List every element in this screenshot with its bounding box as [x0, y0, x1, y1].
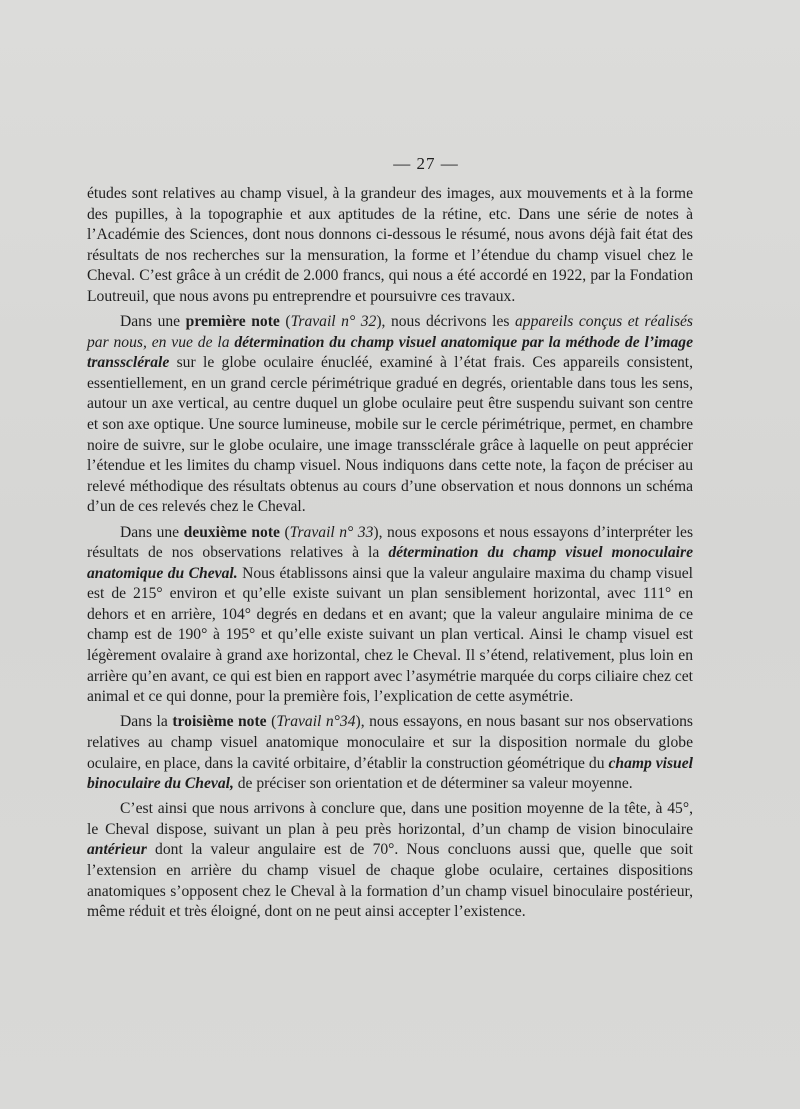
- paragraph: [87, 712, 693, 794]
- text-run: Dans une: [120, 523, 184, 541]
- text-run: sur le globe oculaire énucléé, examiné à l’état frais. Ces appareils consistent, essentiellement, en un grand cercle périmétrique gradué en degrés, orientable dans tous les sens, autour un axe vertical, au centre duquel un globe oculaire peut être suspendu suivant son centre et son axe optique. Une source lumineuse, mobile sur le cercle périmétrique, permet, en chambre noire de suivre, sur le globe oculaire, une image transsclérale grâce à laquelle on peut apprécier l’étendue et les limites du champ visuel. Nous indiquons dans cette note, la façon de préciser au relevé méthodique des résultats obtenus au cours d’une observation et nous donnons un schéma d’un de ces relevés chez le Cheval.: [87, 354, 693, 516]
- emphasis-text: troisième note: [172, 713, 267, 731]
- paragraph: [87, 312, 693, 518]
- paragraph: [87, 184, 693, 308]
- emphasis-text: Travail n° 32: [290, 313, 377, 331]
- body-text: [87, 184, 693, 927]
- text-run: de préciser son orientation et de déterminer sa valeur moyenne.: [233, 775, 633, 793]
- emphasis-text: première note: [185, 313, 280, 331]
- text-run: (: [266, 713, 277, 731]
- text-run: C’est ainsi que nous arrivons à conclure que, dans une position moyenne de la tête, à 45°, le Cheval dispose, suivant un plan à peu près horizontal, d’un champ de vision binoculaire: [87, 800, 693, 838]
- paragraph: [87, 799, 693, 923]
- text-run: (: [279, 523, 290, 541]
- emphasis-text: antérieur: [87, 841, 147, 859]
- text-run: Dans la: [120, 713, 173, 731]
- text-run: Dans une: [120, 313, 186, 331]
- emphasis-text: détermination du champ visuel anatomique par la méthode de l’image transsclérale: [87, 333, 693, 372]
- text-run: dont la valeur angulaire est de 70°. Nous concluons aussi que, quelle que soit l’extension en arrière du champ visuel de chaque globe oculaire, certaines dispositions anatomiques s’opposent chez le Cheval à la formation d’un champ visuel binoculaire postérieur, même réduit et très éloigné, dont on ne peut ainsi accepter l’existence.: [87, 841, 693, 921]
- text-run: ), nous essayons, en nous basant sur nos observations relatives au champ visuel anatomique monoculaire et sur la disposition normale du globe oculaire, en place, dans la cavité orbitaire, d’établir la construction géométrique du: [87, 713, 693, 772]
- emphasis-text: Travail n° 33: [289, 523, 374, 541]
- text-run: études sont relatives au champ visuel, à la grandeur des images, aux mouvements et à la forme des pupilles, à la topographie et aux aptitudes de la rétine, etc. Dans une série de notes à l’Académie des Sciences, dont nous donnons ci-dessous le résumé, nous avons déjà fait état des résultats de nos recherches sur la mensuration, la forme et l’étendue du champ visuel chez le Cheval. C’est grâce à un crédit de 2.000 francs, qui nous a été accordé en 1922, par la Fondation Loutreuil, que nous avons pu entreprendre et poursuivre ces travaux.: [87, 185, 693, 305]
- text-run: Nous établissons ainsi que la valeur angulaire maxima du champ visuel est de 215° environ et qu’elle existe suivant un plan sensiblement horizontal, avec 111° en dehors et en arrière, 104° degrés en dedans et en avant; que la valeur angulaire minima de ce champ est de 190° à 195° et qu’elle existe suivant un plan vertical. Ainsi le champ visuel est légèrement ovalaire à grand axe horizontal, chez le Cheval. Il s’étend, relativement, plus loin en arrière qu’en avant, ce qui est bien en rapport avec l’asymétrie marquée du corps ciliaire chez cet animal et ce qui donne, pour la première fois, l’explication de cette asymétrie.: [87, 564, 693, 706]
- text-run: ), nous exposons et nous essayons d’interpréter les résultats de nos observations relatives à la: [87, 523, 694, 562]
- emphasis-text: deuxième note: [183, 523, 280, 541]
- emphasis-text: appareils conçus et réalisés par nous, en vue de la: [87, 313, 693, 351]
- emphasis-text: détermination du champ visuel monoculaire anatomique du Cheval.: [87, 544, 693, 582]
- text-run: ), nous décrivons les: [376, 313, 515, 331]
- emphasis-text: Travail n°34: [276, 713, 356, 731]
- paragraph: [87, 523, 693, 708]
- text-run: (: [279, 313, 291, 331]
- page-number: — 27 —: [393, 154, 459, 173]
- emphasis-text: champ visuel binoculaire du Cheval,: [87, 754, 693, 793]
